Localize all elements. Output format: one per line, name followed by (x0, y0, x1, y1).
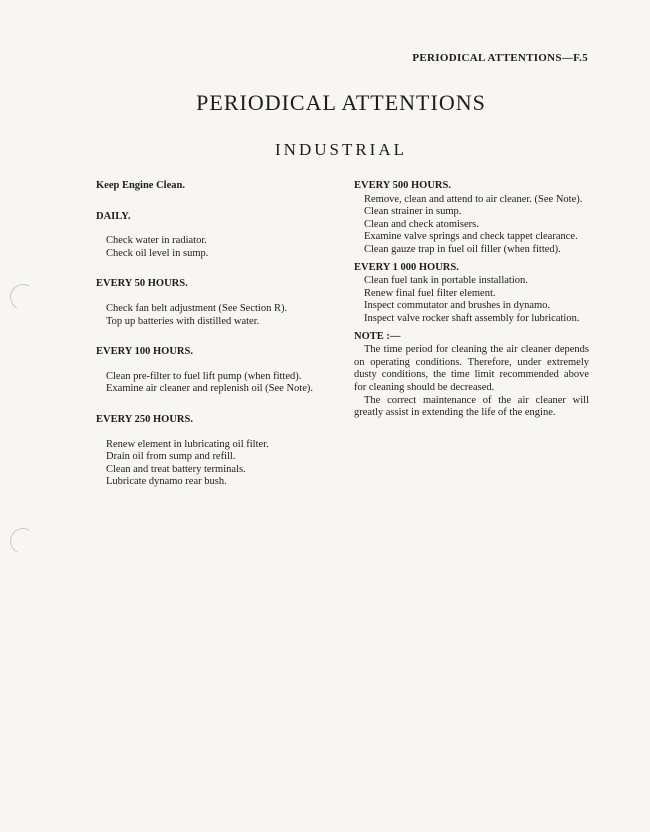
every-1000-hours-section (354, 262, 589, 326)
section-heading: DAILY. (96, 210, 131, 222)
right-column (354, 180, 589, 425)
list-item: Clean and treat battery terminals. (106, 463, 246, 475)
section-heading: Keep Engine Clean. (96, 180, 185, 191)
list-item: Lubricate dynamo rear bush. (106, 476, 227, 488)
list-item: Inspect valve rocker shaft assembly for lubrication. (364, 312, 580, 324)
every-50-hours-section (96, 278, 334, 328)
list-item: Clean strainer in sump. (364, 206, 462, 218)
section-heading: NOTE :— (354, 330, 401, 342)
every-100-hours-section (96, 346, 334, 396)
left-column (96, 180, 334, 507)
section-heading: EVERY 500 HOURS. (354, 180, 451, 191)
section-heading: EVERY 100 HOURS. (96, 346, 193, 358)
daily-section (96, 211, 334, 261)
section-heading: EVERY 250 HOURS. (96, 413, 193, 425)
list-item: Clean and check atomisers. (364, 218, 479, 230)
page-title: PERIODICAL ATTENTIONS (196, 90, 486, 115)
page-subtitle: INDUSTRIAL (275, 140, 407, 159)
every-500-hours-section (354, 180, 589, 257)
list-item: Clean fuel tank in portable installation. (364, 275, 528, 287)
note-paragraph: The time period for cleaning the air cleaner depends on operating conditions. Therefore, under extremely dusty conditions, the time limit recommended above for cleaning should be decreased. (354, 344, 589, 393)
note-paragraph: The correct maintenance of the air cleaner will greatly assist in extending the life of the engine. (354, 394, 589, 419)
list-item: Top up batteries with distilled water. (106, 315, 260, 327)
list-item: Clean pre-filter to fuel lift pump (when fitted). (106, 370, 302, 382)
section-heading: EVERY 50 HOURS. (96, 278, 188, 290)
list-item: Check water in radiator. (106, 235, 207, 247)
intro-section (96, 180, 334, 193)
every-250-hours-section (96, 414, 334, 489)
list-item: Check oil level in sump. (106, 247, 209, 259)
section-heading: EVERY 1 000 HOURS. (354, 261, 459, 273)
list-item: Examine air cleaner and replenish oil (See Note). (106, 383, 313, 395)
list-item: Drain oil from sump and refill. (106, 451, 236, 463)
punch-hole-mark (7, 525, 39, 557)
punch-hole-mark (7, 281, 39, 313)
list-item: Renew element in lubricating oil filter. (106, 438, 269, 450)
list-item: Clean gauze trap in fuel oil filler (when fitted). (364, 243, 561, 255)
list-item: Examine valve springs and check tappet clearance. (364, 231, 578, 243)
note-section (354, 331, 589, 420)
list-item: Remove, clean and attend to air cleaner. (See Note). (364, 193, 583, 205)
list-item: Inspect commutator and brushes in dynamo. (364, 300, 551, 312)
running-head: PERIODICAL ATTENTIONS—F.5 (412, 52, 588, 64)
list-item: Renew final fuel filter element. (364, 287, 496, 299)
list-item: Check fan belt adjustment (See Section R). (106, 302, 288, 314)
